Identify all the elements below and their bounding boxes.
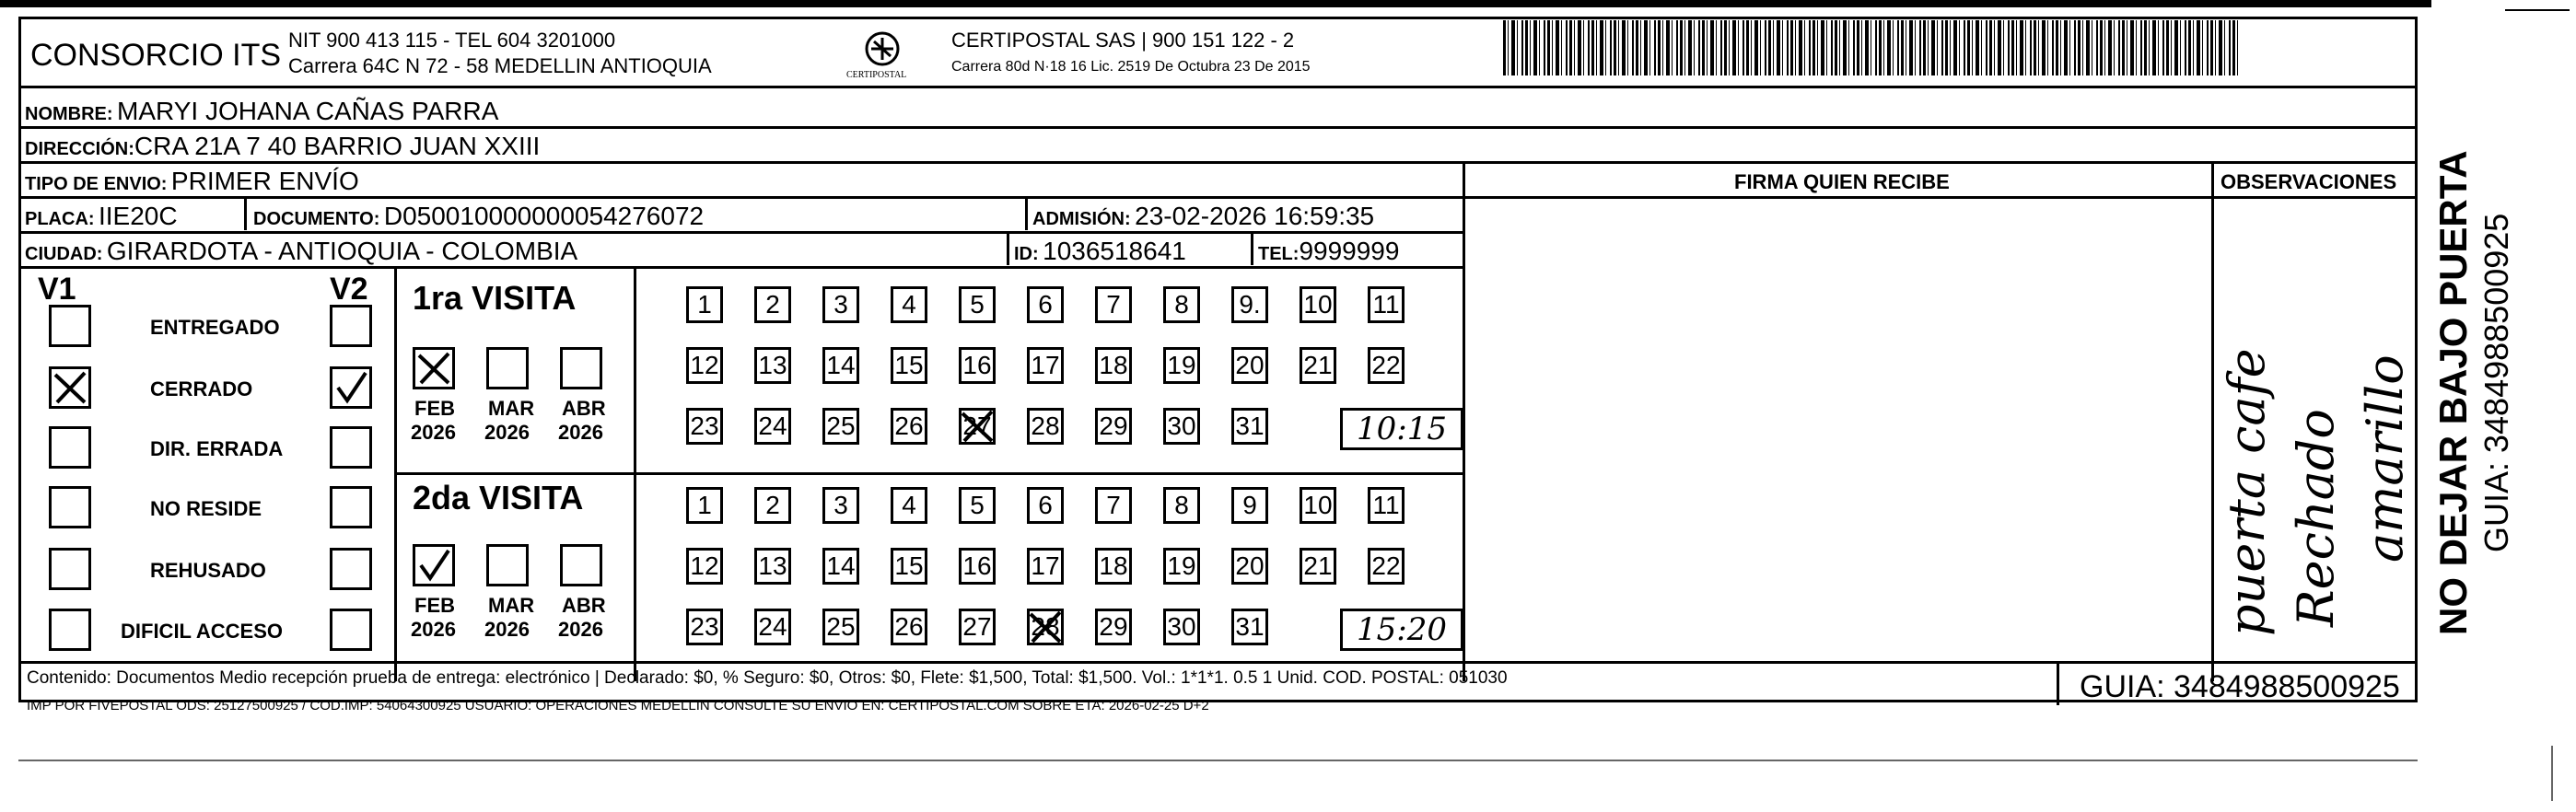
day-box[interactable]: 10: [1300, 487, 1336, 524]
day-box[interactable]: 3: [822, 286, 859, 323]
placa-label: PLACA:: [25, 209, 95, 229]
status-label: CERRADO: [150, 377, 253, 400]
nombre-label: NOMBRE:: [25, 104, 113, 124]
v2-checkbox[interactable]: [330, 305, 372, 347]
v1-checkbox[interactable]: [49, 366, 91, 409]
day-box[interactable]: 11: [1368, 286, 1405, 323]
day-box[interactable]: 23: [686, 408, 723, 445]
day-box[interactable]: 14: [822, 347, 859, 384]
day-box[interactable]: 28: [1027, 609, 1064, 645]
day-box[interactable]: 19: [1163, 347, 1200, 384]
day-box[interactable]: 8: [1163, 286, 1200, 323]
courier-line: CERTIPOSTAL SAS | 900 151 122 - 2: [951, 29, 1295, 52]
day-box[interactable]: 30: [1163, 408, 1200, 445]
guide-form: [18, 17, 2418, 713]
status-label: DIFICIL ACCESO: [121, 620, 284, 643]
day-box[interactable]: 22: [1368, 347, 1405, 384]
footer-imp: IMP POR FIVEPOSTAL ODS: 25127500925 / COD.IMP: 54064300925 USUARIO: OPERACIONES MEDELLIN CONSULTE SU ENVIO EN: CERTIPOSTAL.COM SOBRE ETA: 2026-02-25 D+2: [27, 698, 1209, 713]
year-label: 2026: [484, 421, 530, 444]
day-box[interactable]: 7: [1095, 286, 1132, 323]
day-box[interactable]: 25: [822, 408, 859, 445]
day-box[interactable]: 1: [686, 286, 723, 323]
day-box[interactable]: 20: [1231, 347, 1268, 384]
month-label: ABR: [562, 594, 606, 617]
v2-label: V2: [330, 272, 368, 307]
v1-checkbox[interactable]: [49, 609, 91, 651]
year-label: 2026: [484, 618, 530, 641]
observacion-line-1: puerta cafe: [2218, 348, 2276, 636]
right-rule: [2505, 9, 2570, 11]
day-box[interactable]: 9: [1231, 487, 1268, 524]
placa-value: IIE20C: [99, 202, 178, 230]
bottom-right-rule: [2551, 746, 2553, 801]
v2-checkbox[interactable]: [330, 548, 372, 590]
day-box[interactable]: 31: [1231, 609, 1268, 645]
day-box[interactable]: 23: [686, 609, 723, 645]
day-box[interactable]: 11: [1368, 487, 1405, 524]
logo-text: CERTIPOSTAL: [846, 70, 907, 80]
day-box[interactable]: 25: [822, 609, 859, 645]
id-value: 1036518641: [1043, 237, 1186, 265]
month-label: MAR: [488, 594, 535, 617]
observacion-line-2: Rechado: [2287, 409, 2345, 627]
day-box[interactable]: 27: [959, 609, 996, 645]
admision-label: ADMISIÓN:: [1032, 209, 1131, 229]
visit-time[interactable]: 10:15: [1340, 408, 1463, 450]
status-label: NO RESIDE: [150, 497, 262, 520]
year-label: 2026: [411, 618, 456, 641]
day-box[interactable]: 31: [1231, 408, 1268, 445]
company-address: Carrera 64C N 72 - 58 MEDELLIN ANTIOQUIA: [288, 54, 712, 77]
day-box[interactable]: 9.: [1231, 286, 1268, 323]
status-label: REHUSADO: [150, 559, 266, 582]
day-box[interactable]: 4: [891, 487, 927, 524]
status-label: ENTREGADO: [150, 316, 280, 339]
visit-time[interactable]: 15:20: [1340, 609, 1463, 651]
day-box[interactable]: 30: [1163, 609, 1200, 645]
day-box[interactable]: 15: [891, 347, 927, 384]
day-box[interactable]: 17: [1027, 548, 1064, 585]
status-label: DIR. ERRADA: [150, 437, 284, 460]
v1-checkbox[interactable]: [49, 305, 91, 347]
day-box[interactable]: 14: [822, 548, 859, 585]
day-box[interactable]: 27: [959, 408, 996, 445]
month-label: FEB: [414, 397, 455, 420]
visit1-title: 1ra VISITA: [413, 279, 577, 317]
year-label: 2026: [558, 421, 603, 444]
month-checkbox[interactable]: [560, 347, 602, 389]
year-label: 2026: [411, 421, 456, 444]
day-box[interactable]: 22: [1368, 548, 1405, 585]
day-box[interactable]: 16: [959, 548, 996, 585]
v1-checkbox[interactable]: [49, 486, 91, 528]
tel-value: 9999999: [1299, 237, 1400, 265]
day-box[interactable]: 29: [1095, 408, 1132, 445]
day-box[interactable]: 13: [754, 548, 791, 585]
side-guia: GUIA: 3484988500925: [2477, 213, 2515, 552]
certipostal-logo: [841, 27, 924, 87]
direccion-value: CRA 21A 7 40 BARRIO JUAN XXIII: [134, 132, 541, 160]
tipo-value: PRIMER ENVÍO: [170, 167, 359, 195]
firma-label: FIRMA QUIEN RECIBE: [1734, 170, 1950, 193]
bottom-rule: [18, 760, 2418, 761]
ciudad-label: CIUDAD:: [25, 244, 103, 264]
day-box[interactable]: 6: [1027, 487, 1064, 524]
id-label: ID:: [1014, 244, 1039, 264]
day-box[interactable]: 24: [754, 408, 791, 445]
month-label: ABR: [562, 397, 606, 420]
v1-checkbox[interactable]: [49, 426, 91, 469]
v2-checkbox[interactable]: [330, 366, 372, 409]
day-box[interactable]: 19: [1163, 548, 1200, 585]
side-warning: NO DEJAR BAJO PUERTA: [2431, 150, 2475, 635]
tipo-label: TIPO DE ENVIO:: [25, 174, 168, 194]
day-box[interactable]: 10: [1300, 286, 1336, 323]
v1-label: V1: [38, 272, 76, 307]
day-box[interactable]: 18: [1095, 548, 1132, 585]
nombre-value: MARYI JOHANA CAÑAS PARRA: [117, 97, 499, 125]
day-box[interactable]: 3: [822, 487, 859, 524]
day-box[interactable]: 21: [1300, 548, 1336, 585]
day-box[interactable]: 26: [891, 609, 927, 645]
day-box[interactable]: 17: [1027, 347, 1064, 384]
day-box[interactable]: 29: [1095, 609, 1132, 645]
day-box[interactable]: 15: [891, 548, 927, 585]
day-box[interactable]: 16: [959, 347, 996, 384]
month-checkbox[interactable]: [486, 347, 529, 389]
month-checkbox[interactable]: [486, 544, 529, 586]
month-checkbox[interactable]: [560, 544, 602, 586]
day-box[interactable]: 2: [754, 487, 791, 524]
ciudad-value: GIRARDOTA - ANTIOQUIA - COLOMBIA: [106, 237, 578, 265]
day-box[interactable]: 1: [686, 487, 723, 524]
month-label: MAR: [488, 397, 535, 420]
courier-address: Carrera 80d N·18 16 Lic. 2519 De Octubra 23 De 2015: [951, 59, 1311, 75]
footer-guia: GUIA: 3484988500925: [2080, 669, 2400, 704]
top-black-bar: [0, 0, 2431, 7]
tel-label: TEL:: [1258, 244, 1300, 264]
month-checkbox[interactable]: [413, 544, 455, 586]
v1-checkbox[interactable]: [49, 548, 91, 590]
day-box[interactable]: 7: [1095, 487, 1132, 524]
observacion-line-3: amarillo: [2356, 354, 2414, 563]
footer-contenido: Contenido: Documentos Medio recepción prueba de entrega: electrónico | Declarado: $0, % Seguro: $0, Otros: $0, Flete: $1,500, Total: $1,500. Vol.: 1*1*1. 0.5 1 Unid. COD. POSTAL: 051030: [27, 668, 1508, 688]
observaciones-label: OBSERVACIONES: [2220, 170, 2397, 193]
day-box[interactable]: 4: [891, 286, 927, 323]
v2-checkbox[interactable]: [330, 426, 372, 469]
day-box[interactable]: 5: [959, 487, 996, 524]
day-box[interactable]: 5: [959, 286, 996, 323]
day-box[interactable]: 28: [1027, 408, 1064, 445]
year-label: 2026: [558, 618, 603, 641]
month-label: FEB: [414, 594, 455, 617]
admision-value: 23-02-2026 16:59:35: [1135, 202, 1375, 230]
v2-checkbox[interactable]: [330, 486, 372, 528]
v2-checkbox[interactable]: [330, 609, 372, 651]
day-box[interactable]: 2: [754, 286, 791, 323]
day-box[interactable]: 13: [754, 347, 791, 384]
day-box[interactable]: 12: [686, 347, 723, 384]
direccion-label: DIRECCIÓN:: [25, 139, 134, 159]
company-name: CONSORCIO ITS: [30, 38, 282, 73]
day-box[interactable]: 18: [1095, 347, 1132, 384]
day-mark-icon: [959, 408, 996, 449]
day-box[interactable]: 20: [1231, 548, 1268, 585]
day-box[interactable]: 8: [1163, 487, 1200, 524]
documento-value: D050010000000054276072: [383, 202, 705, 230]
day-box[interactable]: 21: [1300, 347, 1336, 384]
documento-label: DOCUMENTO:: [253, 209, 380, 229]
visit2-title: 2da VISITA: [413, 479, 584, 516]
company-nit: NIT 900 413 115 - TEL 604 3201000: [288, 29, 616, 52]
day-mark-icon: [1027, 609, 1064, 650]
day-box[interactable]: 24: [754, 609, 791, 645]
month-checkbox[interactable]: [413, 347, 455, 389]
day-box[interactable]: 6: [1027, 286, 1064, 323]
day-box[interactable]: 12: [686, 548, 723, 585]
day-box[interactable]: 26: [891, 408, 927, 445]
